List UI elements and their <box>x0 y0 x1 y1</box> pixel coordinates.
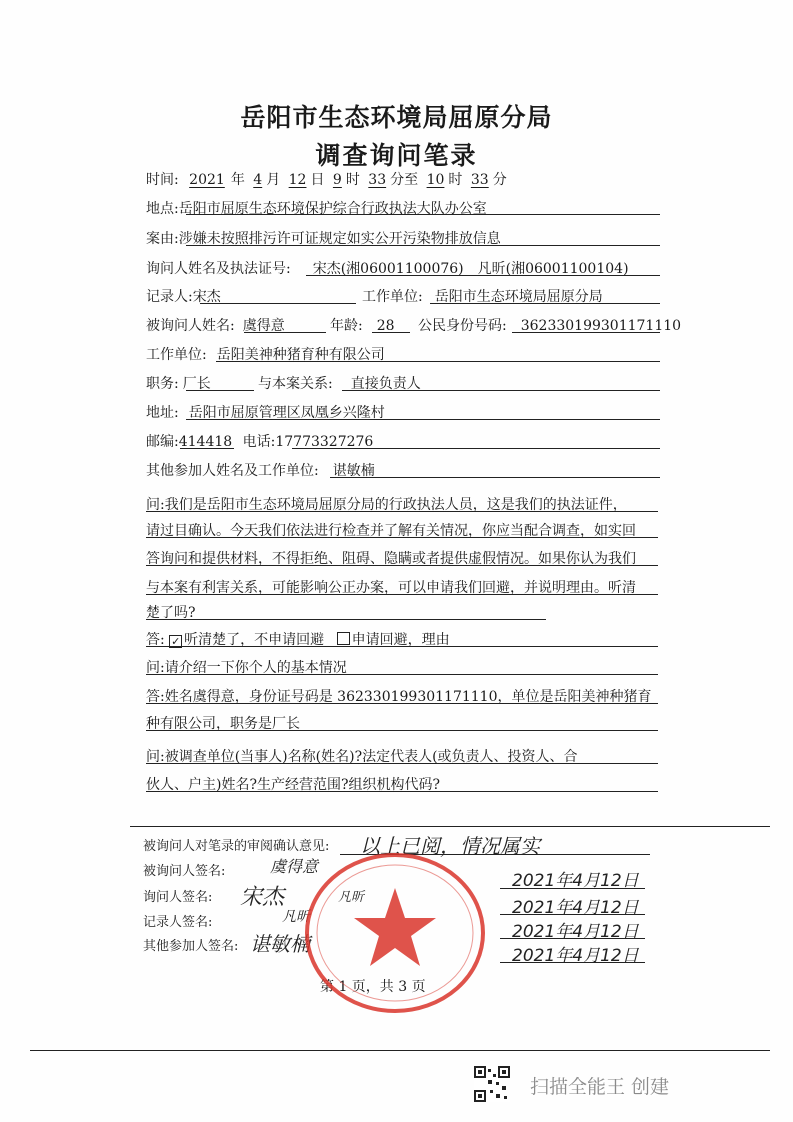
recorder-label: 记录人: <box>146 289 193 305</box>
relation-underline <box>342 390 660 391</box>
address-value: 岳阳市屈原管理区凤凰乡兴隆村 <box>188 405 385 421</box>
phone-label: 电话: <box>242 434 276 450</box>
q3-underline-1 <box>146 763 658 764</box>
hour-end-unit: 时 <box>448 172 463 188</box>
q1-underline-2 <box>146 537 658 538</box>
place-label: 地点: <box>146 201 179 217</box>
qr-code-icon <box>474 1066 510 1102</box>
place-value: 岳阳市屈原生态环境保护综合行政执法大队办公室 <box>178 201 487 217</box>
workplace-value: 岳阳美神种猪育种有限公司 <box>216 347 385 363</box>
workplace-label: 工作单位: <box>146 347 207 363</box>
case-label: 案由: <box>146 231 179 247</box>
time-hour-start: 9 <box>332 172 342 188</box>
postcode-label: 邮编: <box>146 434 179 450</box>
others-value: 谌敏楠 <box>332 463 375 479</box>
a1-underline <box>146 646 658 647</box>
question-3-line-2: 伙人、户主)姓名?生产经营范围?组织机构代码? <box>146 777 440 793</box>
recorder-value: 宋杰 <box>192 289 221 305</box>
time-label: 时间: <box>146 172 179 188</box>
question-1-line-1: 问:我们是岳阳市生态环境局屈原分局的行政执法人员，这是我们的执法证件， <box>146 497 627 513</box>
others-sign-date: 2021年4月12日 <box>512 946 639 966</box>
others-date-underline <box>500 962 645 963</box>
relation-label: 与本案关系: <box>258 376 333 392</box>
question-1-line-2: 请过目确认。今天我们依法进行检查并了解有关情况，你应当配合调查，如实回 <box>146 523 636 539</box>
review-handwriting: 以上已阅，情况属实 <box>360 834 540 858</box>
q3-underline-2 <box>146 791 658 792</box>
respondent-label: 被询问人姓名: <box>146 318 235 334</box>
others-sign-label: 其他参加人签名: <box>143 939 239 954</box>
time-row <box>146 171 507 189</box>
workplace-underline <box>216 361 660 362</box>
recusal-option: 申请回避，理由 <box>351 632 450 648</box>
document-title: 调查询问笔录 <box>315 141 478 170</box>
respondent-sign-date: 2021年4月12日 <box>512 871 639 891</box>
time-minute-end: 33 <box>470 172 489 188</box>
minute-to: 分至 <box>390 172 419 188</box>
place-underline <box>186 214 660 215</box>
q1-underline-4 <box>146 594 658 595</box>
time-hour-end: 10 <box>426 172 445 188</box>
a2-underline-1 <box>146 703 658 704</box>
respondent-signature: 虞得意 <box>270 857 319 876</box>
position-value: 厂长 <box>182 376 211 392</box>
respondent-sign-label: 被询问人签名: <box>143 864 226 879</box>
time-minute-start: 33 <box>368 172 387 188</box>
inquirer-date-underline <box>500 914 645 915</box>
inquirer-sign-date: 2021年4月12日 <box>512 898 639 918</box>
answer-2-line-2: 种有限公司，职务是厂长 <box>146 716 300 732</box>
respondent-date-underline <box>500 888 645 889</box>
time-year: 2021 <box>189 172 225 188</box>
recorder-unit-label: 工作单位: <box>362 289 423 305</box>
inquirer-label: 询问人姓名及执法证号: <box>146 261 291 277</box>
postcode-underline <box>180 448 234 449</box>
question-2: 问:请介绍一下你个人的基本情况 <box>146 660 347 676</box>
q1-underline-5 <box>146 619 546 620</box>
year-unit: 年 <box>230 172 245 188</box>
recorder-sign-label: 记录人签名: <box>143 915 213 930</box>
document-title-agency: 岳阳市生态环境局屈原分局 <box>240 103 553 132</box>
id-value: 362330199301171110 <box>520 318 682 334</box>
q1-underline-1 <box>146 511 658 512</box>
case-value: 涉嫌未按照排污许可证规定如实公开污染物排放信息 <box>178 231 501 247</box>
question-3-line-1: 问:被调查单位(当事人)名称(姓名)?法定代表人(或负责人、投资人、合 <box>146 749 578 765</box>
time-month: 4 <box>253 172 263 188</box>
scanner-watermark: 扫描全能王 创建 <box>530 1076 670 1098</box>
others-underline <box>330 477 660 478</box>
no-recusal-option: 听清楚了，不申请回避 <box>184 632 325 648</box>
bottom-rule <box>30 1050 770 1051</box>
inquirer-sign-label: 询问人签名: <box>143 890 213 905</box>
respondent-name-underline <box>244 332 326 333</box>
q1-underline-3 <box>146 565 658 566</box>
inquirer-signature-1: 宋杰 <box>240 885 285 910</box>
postcode-value: 414418 <box>178 434 233 450</box>
q2-underline <box>146 674 658 675</box>
inquirer-value: 宋杰(湘06001100076) 凡昕(湘06001100104) <box>312 261 629 277</box>
inquirer-underline <box>306 275 660 276</box>
question-1-line-3: 答询问和提供材料，不得拒绝、阻碍、隐瞒或者提供虚假情况。如果你认为我们 <box>146 551 636 567</box>
recorder-unit-underline <box>430 303 660 304</box>
address-label: 地址: <box>146 405 179 421</box>
hour-unit: 时 <box>345 172 360 188</box>
case-underline <box>186 245 660 246</box>
phone-value: 17773327276 <box>275 434 374 450</box>
id-label: 公民身份号码: <box>418 318 507 334</box>
others-signature: 谌敏楠 <box>250 932 310 956</box>
relation-value: 直接负责人 <box>350 376 421 392</box>
respondent-name: 虞得意 <box>242 318 285 334</box>
address-underline <box>186 419 660 420</box>
minute-end-unit: 分 <box>492 172 507 188</box>
recorder-date-underline <box>500 938 645 939</box>
a2-underline-2 <box>146 730 658 731</box>
recorder-signature: 凡昕 <box>282 909 310 925</box>
phone-underline <box>292 448 660 449</box>
review-label: 被询问人对笔录的审阅确认意见: <box>143 839 330 854</box>
question-1-line-4: 与本案有利害关系，可能影响公正办案，可以申请我们回避，并说明理由。听清 <box>146 580 636 596</box>
day-unit: 日 <box>310 172 325 188</box>
recusal-checkbox <box>337 632 350 645</box>
age-label: 年龄: <box>330 318 363 334</box>
others-label: 其他参加人姓名及工作单位: <box>146 463 319 479</box>
place-row <box>146 200 487 218</box>
signature-separator <box>130 826 770 827</box>
question-1-line-5: 楚了吗? <box>146 605 196 621</box>
position-underline <box>186 390 254 391</box>
answer-1-prefix: 答: <box>146 632 165 648</box>
id-underline <box>512 332 660 333</box>
age-underline <box>372 332 410 333</box>
company-seal-icon <box>300 848 490 1018</box>
month-unit: 月 <box>266 172 281 188</box>
age-value: 28 <box>376 318 395 334</box>
answer-2-line-1: 答:姓名虞得意，身份证号码是 362330199301171110，单位是岳阳美神种猪育 <box>146 689 652 705</box>
recorder-underline <box>200 303 356 304</box>
inquirer-signature-2: 凡昕 <box>338 890 365 905</box>
recorder-sign-date: 2021年4月12日 <box>512 922 639 942</box>
time-day: 12 <box>288 172 307 188</box>
recorder-unit-value: 岳阳市生态环境局屈原分局 <box>434 289 603 305</box>
position-label: 职务: <box>146 376 179 392</box>
page-number: 第 1 页，共 3 页 <box>320 979 426 995</box>
no-recusal-checkbox: ✓ <box>171 635 181 648</box>
